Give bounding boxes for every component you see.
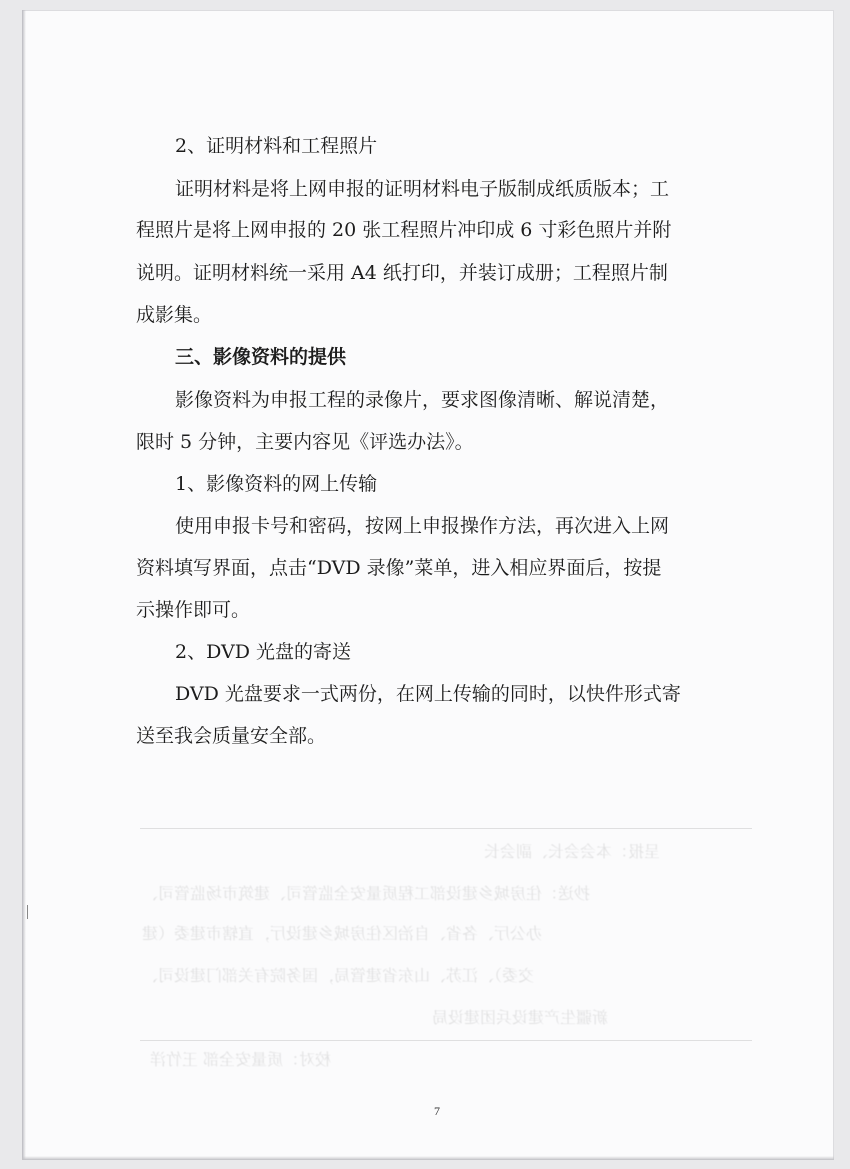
paragraph-line: DVD 光盘要求一式两份，在网上传输的同时，以快件形式寄	[175, 683, 681, 705]
subheading-online-upload: 1、影像资料的网上传输	[175, 473, 378, 495]
page-number: 7	[434, 1104, 440, 1118]
bleed-through-line: 抄送：住房城乡建设部工程质量安全监管司、建筑市场监管司、	[142, 884, 591, 903]
paragraph-line: 说明。证明材料统一采用 A4 纸打印，并装订成册；工程照片制	[136, 262, 668, 284]
paragraph-line: 资料填写界面，点击“DVD 录像”菜单，进入相应界面后，按提	[136, 557, 662, 579]
bleed-through-rule-top	[140, 828, 752, 829]
scan-edge-bottom	[22, 1156, 834, 1160]
subheading-proof-materials: 2、证明材料和工程照片	[175, 135, 378, 157]
paragraph-line: 送至我会质量安全部。	[136, 725, 327, 747]
bleed-through-line: 呈报：本会会长、副会长	[484, 842, 661, 861]
paragraph-line: 限时 5 分钟，主要内容见《评选办法》。	[136, 431, 474, 453]
bleed-through-line: 办公厅、各省、自治区住房城乡建设厅，直辖市建委（建	[142, 924, 543, 943]
bleed-through-line: 交委）、江苏、山东省建管局，国务院有关部门建设司、	[142, 966, 535, 985]
subheading-dvd-mailing: 2、DVD 光盘的寄送	[175, 641, 351, 663]
bleed-through-rule-bottom	[140, 1040, 752, 1041]
scan-edge-left	[22, 10, 26, 1160]
paragraph-line: 证明材料是将上网申报的证明材料电子版制成纸质版本；工	[175, 178, 670, 200]
paragraph-line: 示操作即可。	[136, 599, 251, 621]
bleed-through-line: 校对：质量安全部 王竹洋	[150, 1050, 332, 1069]
paragraph-line: 使用申报卡号和密码，按网上申报操作方法，再次进入上网	[175, 515, 670, 537]
paragraph-line: 程照片是将上网申报的 20 张工程照片冲印成 6 寸彩色照片并附	[136, 219, 672, 241]
bleed-through-line: 新疆生产建设兵团建设局	[432, 1008, 609, 1027]
paragraph-line: 影像资料为申报工程的录像片，要求图像清晰、解说清楚，	[175, 389, 670, 411]
scan-mark	[27, 905, 28, 919]
section-heading-video-materials: 三、影像资料的提供	[175, 346, 347, 368]
paragraph-line: 成影集。	[136, 304, 213, 326]
